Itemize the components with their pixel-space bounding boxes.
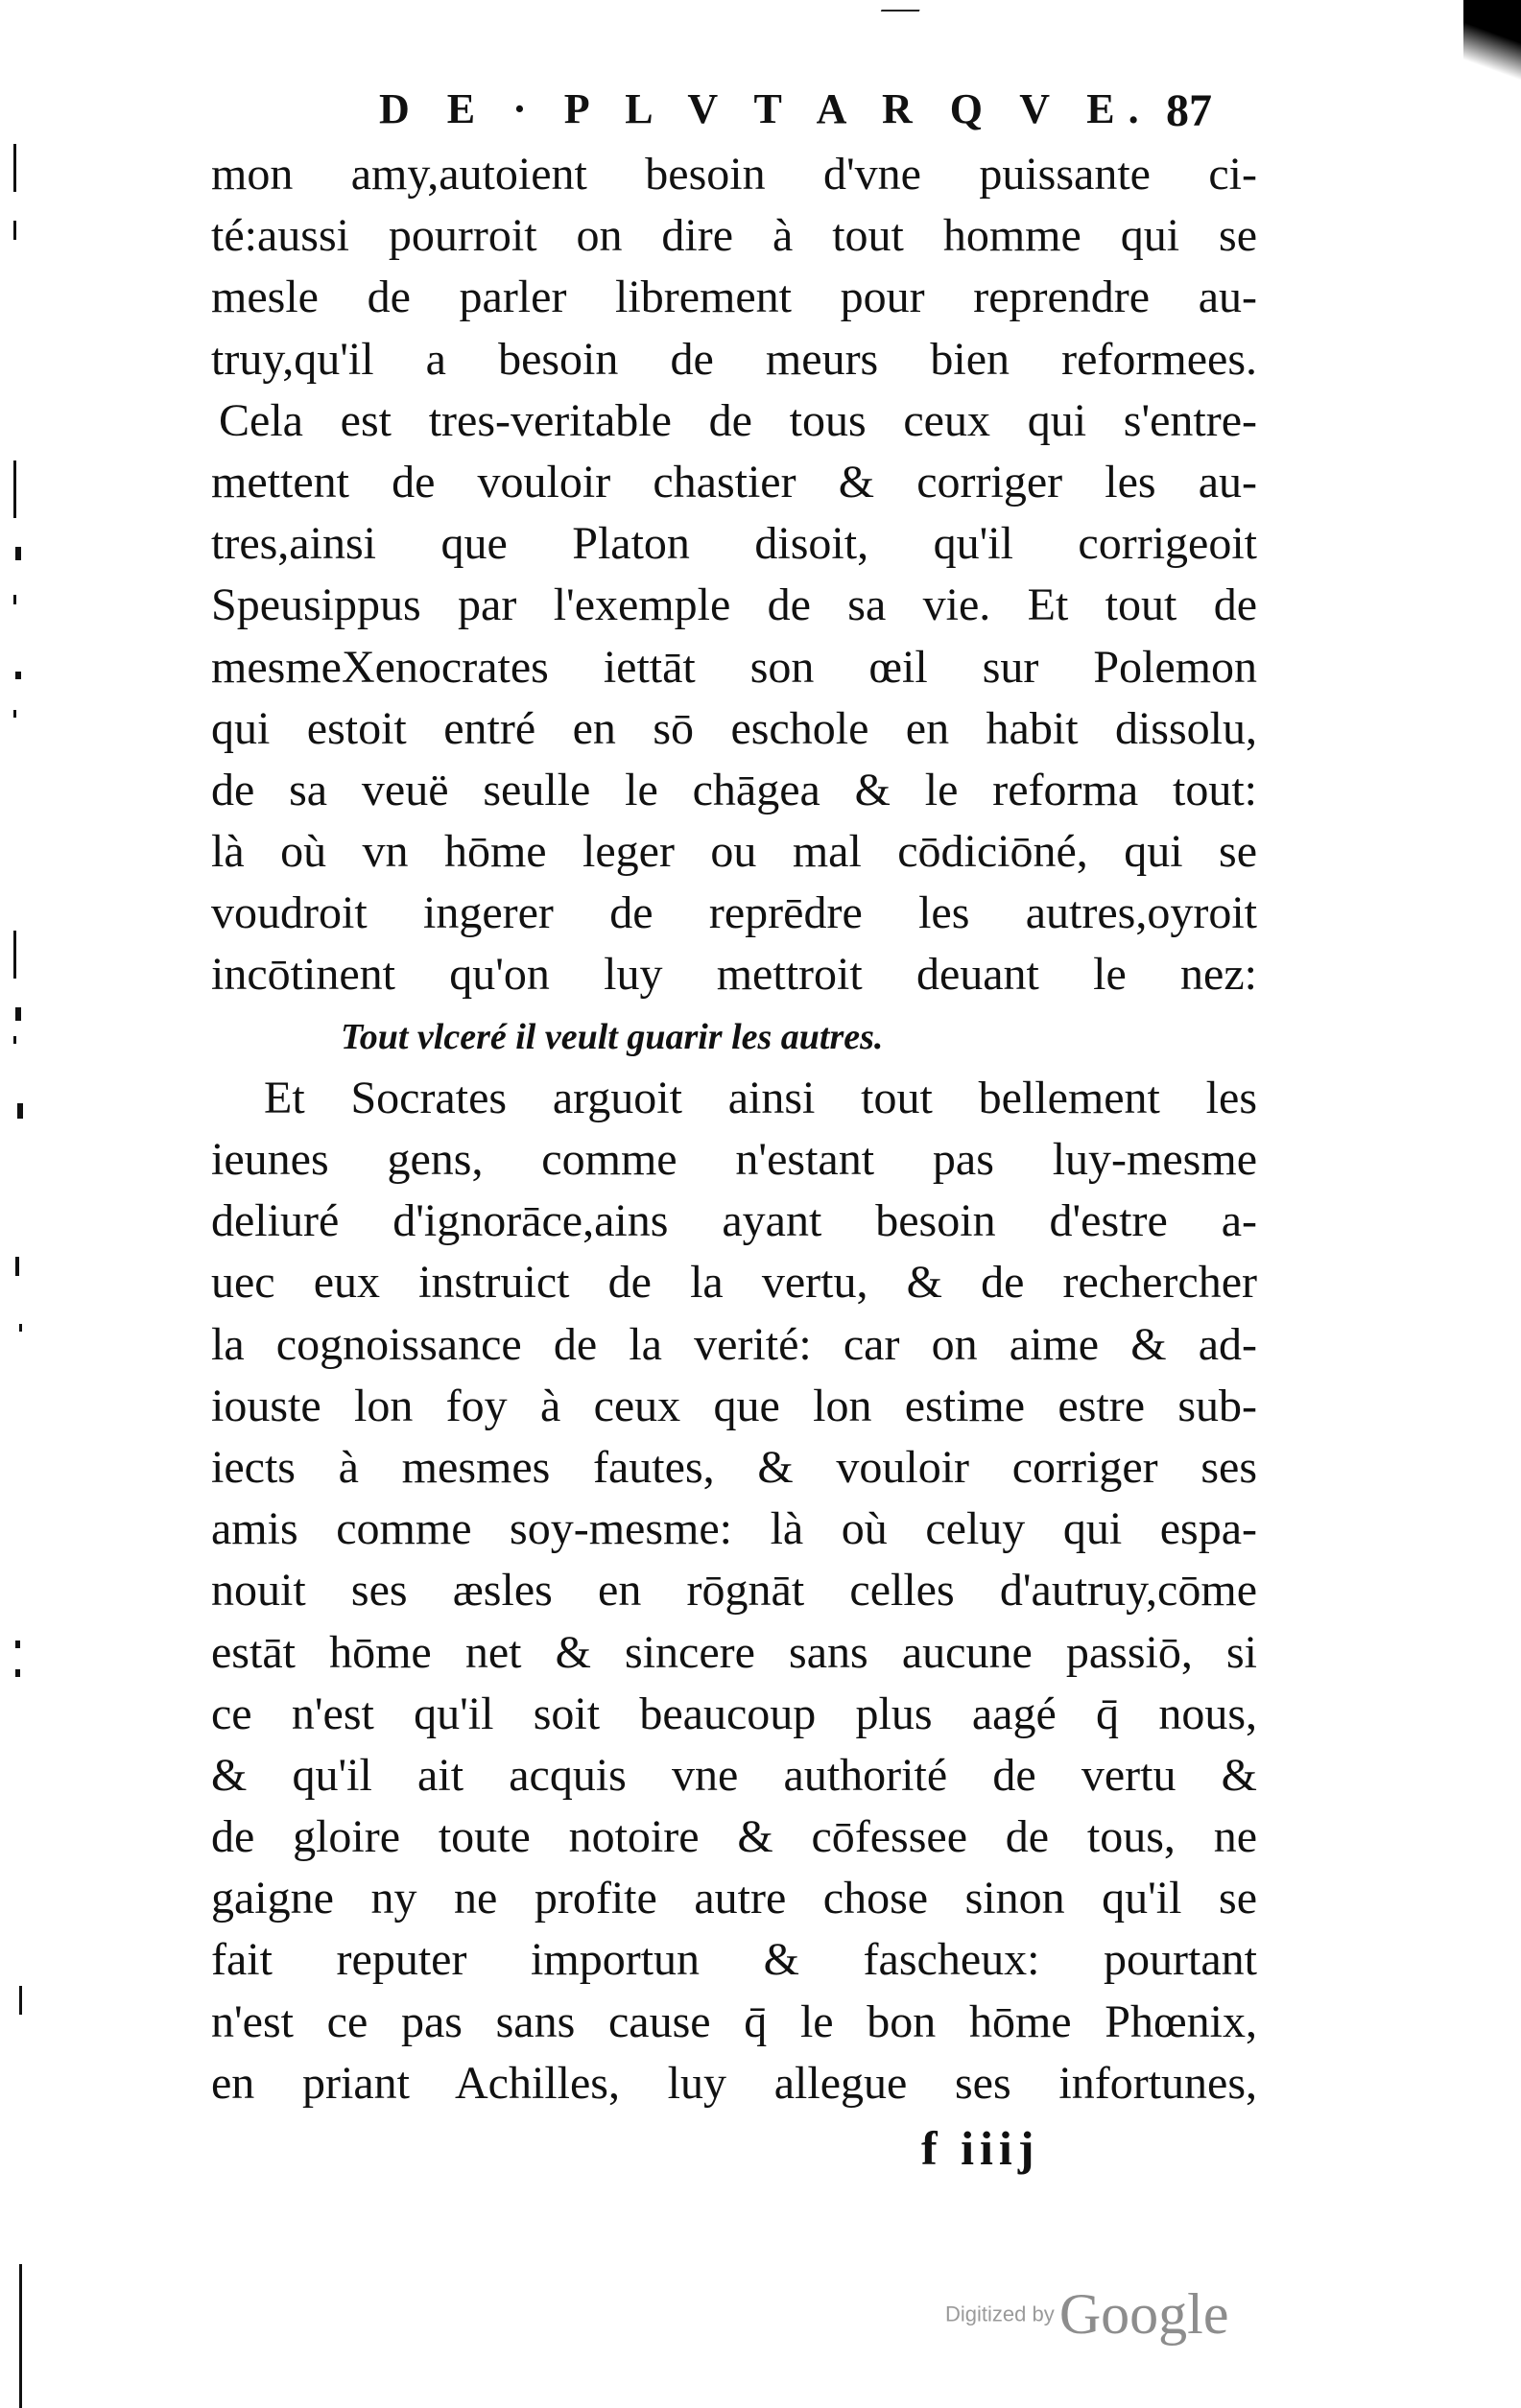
text-line: nouit ses æsles en rōgnāt celles d'autruy,cōme xyxy=(211,1565,1257,1617)
text-line: mettent de vouloir chastier & corriger les au- xyxy=(211,456,1257,508)
text-line: ce n'est qu'il soit beaucoup plus aagé q̄ nous, xyxy=(211,1688,1257,1739)
text-line: Cela est tres-veritable de tous ceux qui s'entre- xyxy=(219,394,1257,446)
margin-mark xyxy=(13,931,16,979)
margin-mark xyxy=(13,460,16,518)
margin-mark xyxy=(17,1103,23,1119)
left-margin-marks xyxy=(10,134,29,2398)
margin-mark xyxy=(19,1324,22,1332)
text-line: la cognoissance de la verité: car on aime & ad- xyxy=(211,1318,1257,1370)
text-line: tres,ainsi que Platon disoit, qu'il corrigeoit xyxy=(211,518,1257,570)
margin-mark xyxy=(13,221,16,240)
text-line: en priant Achilles, luy allegue ses infortunes, xyxy=(211,2057,1257,2109)
text-line: voudroit ingerer de reprēdre les autres,oyroit xyxy=(211,887,1257,939)
text-line: gaigne ny ne profite autre chose sinon qu'il se xyxy=(211,1873,1257,1924)
margin-mark xyxy=(15,1257,19,1276)
scan-top-mark xyxy=(881,0,923,12)
text-line: n'est ce pas sans cause q̄ le bon hōme Phœnix, xyxy=(211,1995,1257,2047)
digitized-watermark xyxy=(945,2281,1228,2348)
verse-quotation: Tout vlceré il veult guarir les autres. xyxy=(341,1016,884,1057)
text-line: là où vn hōme leger ou mal cōdiciōné, qui se xyxy=(211,826,1257,878)
text-line: iouste lon foy à ceux que lon estime estre sub- xyxy=(211,1380,1257,1431)
watermark-prefix: Digitized by xyxy=(945,2302,1055,2326)
text-line: ieunes gens, comme n'estant pas luy-mesme xyxy=(211,1134,1257,1185)
text-line: Speusippus par l'exemple de sa vie. Et tout de xyxy=(211,579,1257,631)
watermark-brand: Google xyxy=(1058,2282,1229,2346)
text-line: iects à mesmes fautes, & vouloir corriger ses xyxy=(211,1441,1257,1493)
text-line: té:aussi pourroit on dire à tout homme qui se xyxy=(211,210,1257,262)
paragraph-start-line: Et Socrates arguoit ainsi tout bellement les xyxy=(264,1072,1257,1123)
text-line: mon amy,autoient besoin d'vne puissante ci- xyxy=(211,149,1257,200)
text-line: estāt hōme net & sincere sans aucune passiō, si xyxy=(211,1626,1257,1678)
text-line: mesle de parler librement pour reprendre au- xyxy=(211,271,1257,323)
body-text xyxy=(211,144,1257,2114)
text-line: truy,qu'il a besoin de meurs bien reformees. xyxy=(211,333,1257,385)
scan-edge-shadow xyxy=(1463,0,1521,86)
margin-mark xyxy=(15,547,21,560)
signature-mark: f iiij xyxy=(921,2121,1040,2175)
text-line: & qu'il ait acquis vne authorité de vertu & xyxy=(211,1749,1257,1801)
text-line: mesmeXenocrates iettāt son œil sur Polemon xyxy=(211,641,1257,693)
margin-mark xyxy=(15,1669,20,1677)
page-number: 87 xyxy=(1166,85,1212,136)
text-line: qui estoit entré en sō eschole en habit dissolu, xyxy=(211,702,1257,754)
text-line: incōtinent qu'on luy mettroit deuant le nez: xyxy=(211,949,1257,1001)
text-line: uec eux instruict de la vertu, & de rechercher xyxy=(211,1257,1257,1309)
margin-mark xyxy=(15,672,21,679)
margin-mark xyxy=(19,2264,22,2408)
margin-mark xyxy=(13,710,16,718)
running-head: D E · P L V T A R Q V E. xyxy=(379,85,1153,132)
text-line: de gloire toute notoire & cōfessee de tous, ne xyxy=(211,1811,1257,1863)
margin-mark xyxy=(13,595,16,604)
text-line: de sa veuë seulle le chāgea & le reforma tout: xyxy=(211,764,1257,815)
text-line: deliuré d'ignorāce,ains ayant besoin d'estre a- xyxy=(211,1195,1257,1247)
margin-mark xyxy=(13,144,16,192)
margin-mark xyxy=(15,1641,20,1648)
text-line: fait reputer importun & fascheux: pourtant xyxy=(211,1934,1257,1986)
margin-mark xyxy=(15,1007,21,1021)
text-line: amis comme soy-mesme: là où celuy qui espa- xyxy=(211,1503,1257,1555)
margin-mark xyxy=(19,1986,22,2015)
margin-mark xyxy=(13,1036,16,1044)
